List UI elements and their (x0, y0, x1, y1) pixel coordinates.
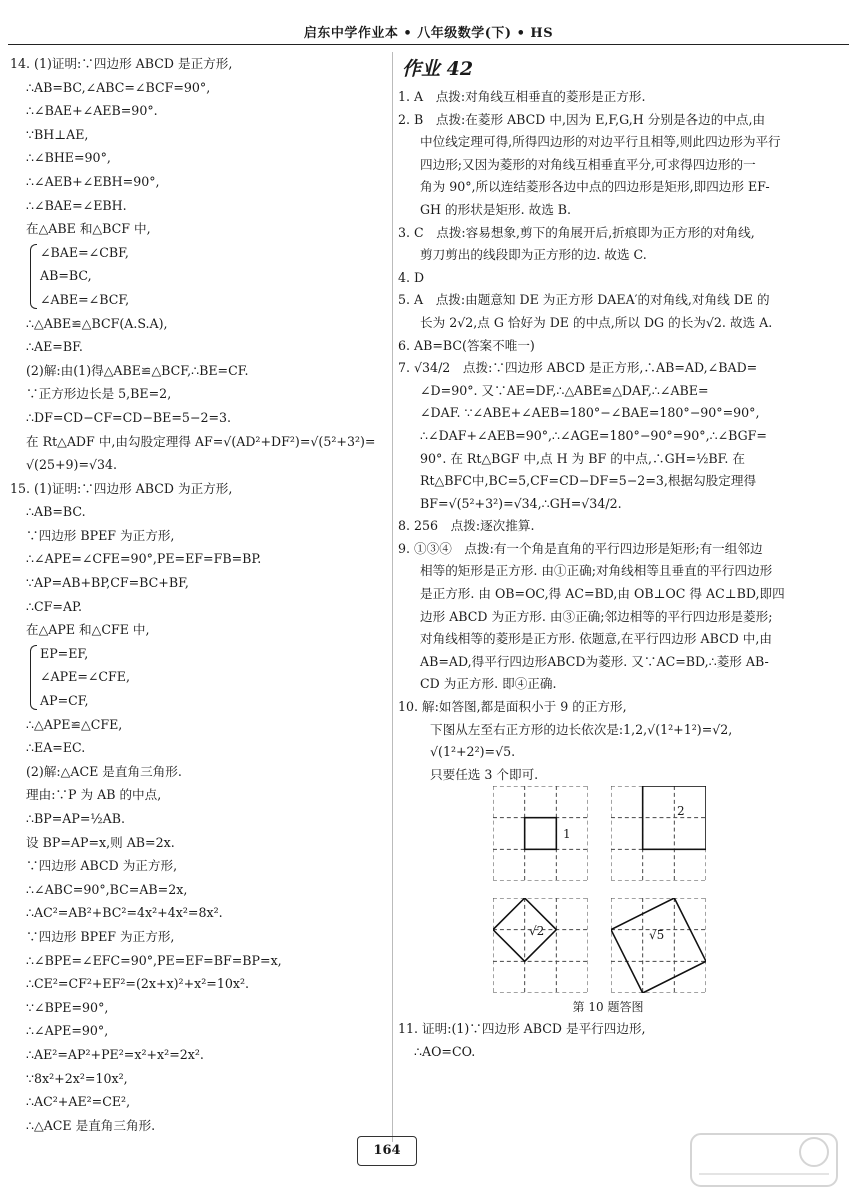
text-line: 4. D (398, 269, 425, 285)
text-line: ∴AC²+AE²=CE², (26, 1094, 131, 1110)
brace-line: ∠ABE=∠BCF, (40, 291, 130, 307)
left-column (10, 52, 390, 1137)
text-line: BF=√(5²+3²)=√34,∴GH=√34/2. (420, 495, 622, 511)
watermark-logo-icon (689, 1130, 839, 1190)
text-line: ∴EA=EC. (26, 740, 86, 756)
text-line: ∴∠DAF+∠AEB=90°,∴∠AGE=180°−90°=90°,∴∠BGF= (420, 427, 767, 443)
text-line: 角为 90°,所以连结菱形各边中点的四边形是矩形,即四边形 EF- (420, 179, 770, 195)
grid-square-sqrt2 (493, 898, 588, 993)
text-line: ∴∠APE=90°, (26, 1023, 109, 1039)
text-line: 对角线相等的菱形是正方形. 依题意,在平行四边形 ABCD 中,由 (420, 631, 772, 647)
figure-caption: 第 10 题答图 (572, 1000, 644, 1015)
text-line: ∵四边形 ABCD 为正方形, (26, 858, 178, 874)
text-line: √(1²+2²)=√5. (430, 744, 516, 760)
text-line: ∴BP=AP=½AB. (26, 811, 125, 826)
text-line: ∵正方形边长是 5,BE=2, (26, 386, 172, 402)
grid-square-sqrt2-svg (493, 898, 588, 993)
text-line: ∴∠APE=∠CFE=90°,PE=EF=FB=BP. (26, 551, 262, 567)
text-line: ∴△ABE≌△BCF(A.S.A), (26, 315, 168, 331)
right-tail-answers (398, 1018, 848, 1063)
label-side-1: 1 (563, 827, 571, 842)
grid-square-1 (493, 786, 588, 881)
text-line: 中位线定理可得,所得四边形的对边平行且相等,则此四边形为平行 (420, 134, 781, 150)
text-line: 15. (1)证明:∵四边形 ABCD 为正方形, (10, 480, 233, 496)
label-side-sqrt5: √5 (649, 928, 665, 943)
text-line: ∴CE²=CF²+EF²=(2x+x)²+x²=10x². (26, 976, 250, 992)
text-line: 理由:∵P 为 AB 的中点, (26, 787, 162, 803)
text-line: 在△APE 和△CFE 中, (26, 622, 150, 638)
text-line: ∴∠ABC=90°,BC=AB=2x, (26, 881, 188, 897)
grid-square-sqrt5-svg (611, 898, 706, 993)
grid-square-2 (611, 786, 706, 881)
text-line: 3. C 点拨:容易想象,剪下的角展开后,折痕即为正方形的对角线, (398, 224, 755, 240)
text-line: 相等的矩形是正方形. 由①正确;对角线相等且垂直的平行四边形 (420, 563, 773, 579)
text-line: ∵四边形 BPEF 为正方形, (26, 527, 175, 543)
text-line: 1. A 点拨:对角线互相垂直的菱形是正方形. (398, 89, 646, 104)
brace-mark (30, 244, 37, 309)
text-line: 7. √34/2 点拨:∵四边形 ABCD 是正方形,∴AB=AD,∠BAD= (398, 360, 758, 376)
text-line: ∴△APE≌△CFE, (26, 716, 123, 732)
text-line: 10. 解:如答图,都是面积小于 9 的正方形, (398, 699, 627, 715)
section-title: 作业 42 (402, 58, 474, 80)
grid-square-2-svg (611, 786, 706, 881)
text-line: 在 Rt△ADF 中,由勾股定理得 AF=√(AD²+DF²)=√(5²+3²)= (26, 433, 376, 449)
text-line: (2)解:由(1)得△ABE≌△BCF,∴BE=CF. (26, 362, 249, 378)
text-line: Rt△BFC中,BC=5,CF=CD−DF=5−2=3,根据勾股定理得 (420, 473, 757, 489)
column-divider (392, 52, 393, 1142)
text-line: 90°. 在 Rt△BGF 中,点 H 为 BF 的中点,∴GH=½BF. 在 (420, 450, 746, 466)
text-line: 四边形;又因为菱形的对角线互相垂直平分,可求得四边形的一 (420, 156, 756, 172)
text-line: 11. 证明:(1)∵四边形 ABCD 是平行四边形, (398, 1021, 646, 1037)
text-line: ∴∠AEB+∠EBH=90°, (26, 173, 160, 189)
text-line: 只要任选 3 个即可. (430, 766, 539, 782)
brace-line: ∠BAE=∠CBF, (40, 244, 129, 260)
text-line: ∵∠BPE=90°, (26, 999, 109, 1015)
text-line: 5. A 点拨:由题意知 DE 为正方形 DAEA′的对角线,对角线 DE 的 (398, 292, 770, 308)
text-line: CD 为正方形. 即④正确. (420, 676, 557, 692)
text-line: 下图从左至右正方形的边长依次是:1,2,√(1²+1²)=√2, (430, 721, 733, 737)
text-line: ∴∠BPE=∠EFC=90°,PE=EF=BF=BP=x, (26, 952, 282, 968)
label-side-2: 2 (677, 804, 685, 819)
text-line: ∠DAF. ∵∠ABE+∠AEB=180°−∠BAE=180°−90°=90°, (420, 405, 760, 421)
text-line: ∵8x²+2x²=10x², (26, 1070, 128, 1086)
label-side-sqrt2: √2 (529, 924, 545, 939)
header-rule (8, 44, 849, 45)
text-line: 在△ABE 和△BCF 中, (26, 221, 151, 237)
right-answers (398, 86, 848, 786)
grid-square-1-svg (493, 786, 588, 881)
page-number: 164 (357, 1136, 417, 1166)
text-line: ∴CF=AP. (26, 598, 82, 614)
text-line: 是正方形. 由 OB=OC,得 AC=BD,由 OB⊥OC 得 AC⊥BD,即四 (420, 586, 785, 602)
text-line: √(25+9)=√34. (26, 457, 118, 473)
text-line: ∴DF=CD−CF=CD−BE=5−2=3. (26, 409, 232, 425)
grid-square-sqrt5 (611, 898, 706, 993)
text-line: ∴△ACE 是直角三角形. (26, 1117, 156, 1133)
text-line: ∴AB=BC. (26, 504, 86, 520)
condition-brace (10, 241, 390, 312)
text-line: 长为 2√2,点 G 恰好为 DE 的中点,所以 DG 的长为√2. 故选 A. (420, 314, 773, 330)
text-line: 设 BP=AP=x,则 AB=2x. (26, 834, 175, 850)
text-line: ∴AC²=AB²+BC²=4x²+4x²=8x². (26, 905, 223, 921)
text-line: ∵BH⊥AE, (26, 126, 89, 142)
text-line: 2. B 点拨:在菱形 ABCD 中,因为 E,F,G,H 分别是各边的中点,由 (398, 111, 766, 127)
text-line: ∴AO=CO. (414, 1044, 476, 1059)
text-line: ∴∠BHE=90°, (26, 150, 111, 166)
text-line: ∵AP=AB+BP,CF=BC+BF, (26, 575, 189, 591)
text-line: ∴∠BAE=∠EBH. (26, 197, 127, 213)
text-line: ∴AE=BF. (26, 339, 83, 355)
text-line: ∠D=90°. 又∵AE=DF,∴△ABE≌△DAF,∴∠ABE= (420, 382, 709, 398)
brace-line: EP=EF, (40, 645, 89, 661)
right-column (398, 52, 848, 1064)
text-line: 剪刀剪出的线段即为正方形的边. 故选 C. (420, 247, 647, 263)
text-line: ∴AB=BC,∠ABC=∠BCF=90°, (26, 79, 211, 95)
text-line: 9. ①③④ 点拨:有一个角是直角的平行四边形是矩形;有一组邻边 (398, 540, 763, 556)
answer-figure-q10 (493, 786, 717, 996)
brace-mark (30, 645, 37, 710)
brace-line: AB=BC, (40, 268, 92, 284)
text-line: 14. (1)证明:∵四边形 ABCD 是正方形, (10, 56, 233, 71)
text-line: ∵四边形 BPEF 为正方形, (26, 928, 175, 944)
brace-line: AP=CF, (40, 693, 89, 709)
condition-brace (10, 642, 390, 713)
running-header: 启东中学作业本 • 八年级数学(下) • HS (303, 26, 554, 41)
text-line: ∴∠BAE+∠AEB=90°. (26, 103, 158, 119)
text-line: ∴AE²=AP²+PE²=x²+x²=2x². (26, 1046, 204, 1062)
text-line: 8. 256 点拨:逐次推算. (398, 518, 535, 534)
text-line: 边形 ABCD 为正方形. 由③正确;邻边相等的平行四边形是菱形; (420, 608, 773, 624)
text-line: GH 的形状是矩形. 故选 B. (420, 201, 572, 217)
brace-line: ∠APE=∠CFE, (40, 669, 130, 685)
text-line: 6. AB=BC(答案不唯一) (398, 337, 535, 353)
text-line: AB=AD,得平行四边形ABCD为菱形. 又∵AC=BD,∴菱形 AB- (420, 653, 769, 669)
text-line: (2)解:△ACE 是直角三角形. (26, 763, 182, 779)
